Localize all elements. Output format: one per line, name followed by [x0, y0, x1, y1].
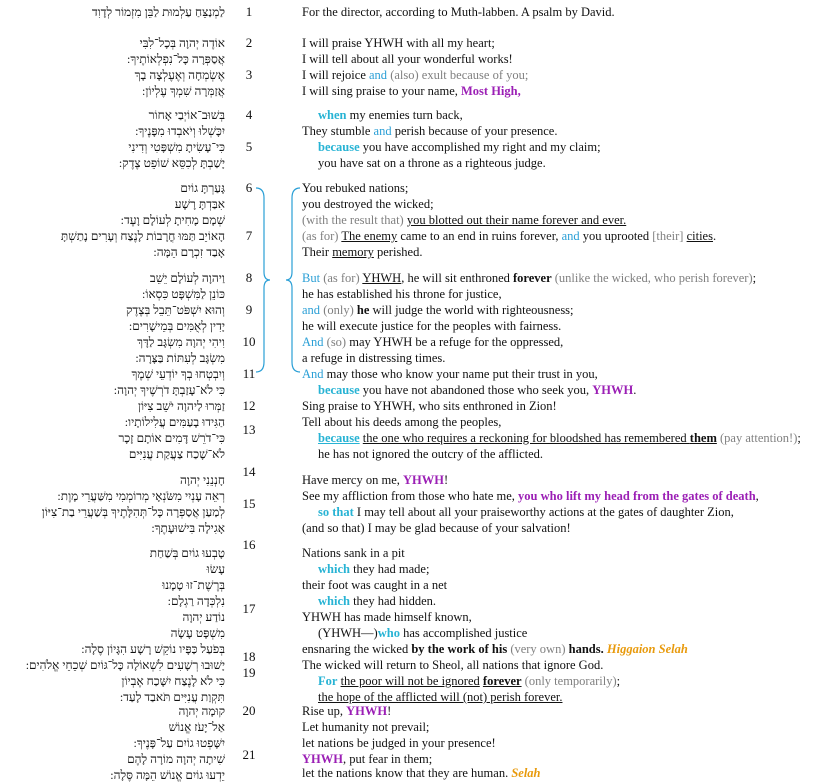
english-line-40: the hope of the afflicted will (not) perish forever.	[318, 690, 563, 704]
english-line-42: Let humanity not prevail;	[302, 720, 430, 734]
hebrew-line: בְּשׁוּב־אוֹיְבַי אָחוֹר	[148, 108, 225, 122]
hebrew-line: יֵדְעוּ גוֹיִם אֱנוֹשׁ הֵמָּה סֶּלָה:	[110, 768, 225, 782]
english-line-15: But (as for) YHWH, he will sit enthroned forever (unlike the wicked, who perish forever);	[302, 271, 757, 285]
hebrew-line: אֲסַפְּרָה כָּל־נִפְלְאוֹתֶיךָ:	[127, 52, 225, 66]
hebrew-line: נוֹדַע יְהוָה	[182, 610, 225, 624]
hebrew-line: עָשׂוּ	[206, 562, 225, 576]
verse-number: 6	[245, 180, 253, 195]
english-line-31: Nations sank in a pit	[302, 546, 405, 560]
english-line-14: Their memory perished.	[302, 245, 423, 259]
english-line-45	[302, 765, 541, 781]
hebrew-line: מִשְׁפָּט עָשָׂה	[170, 626, 225, 640]
verse-number: 1	[245, 4, 253, 19]
english-line-37: ensnaring the wicked by the work of his (very own) hands. Higgaion Selah	[302, 642, 688, 656]
hebrew-line: תִּקְוַת עֲנִיִּים תֹּאבַד לָעַד:	[119, 690, 225, 704]
hebrew-line: הָאוֹיֵב תַּמּוּ חֳרָבוֹת לָנֶצַח וְעָרִים נָתַשְׁתָּ	[60, 229, 225, 243]
english-line-10: You rebuked nations;	[302, 181, 409, 195]
english-line-36: (YHWH—)who has accomplished justice	[318, 626, 528, 640]
hebrew-line: בְּפֹעַל כַּפָּיו נוֹקֵשׁ רָשָׁע הִגָּיוֹן סֶלָה:	[81, 642, 225, 656]
english-line-1: For the director, according to Muth-labben. A psalm by David.	[302, 5, 615, 19]
english-line-22: because you have not abandoned those who seek you, YHWH.	[318, 383, 637, 397]
english-line-11: you destroyed the wicked;	[302, 197, 434, 211]
selah-label: Selah	[511, 766, 541, 780]
hebrew-line: נִלְכְּדָה רַגְלָם:	[167, 594, 225, 608]
english-line-17: and (only) he will judge the world with righteousness;	[302, 303, 574, 317]
english-line-19: And (so) may YHWH be a refuge for the oppressed,	[302, 335, 564, 349]
verse-number: 10	[242, 334, 256, 349]
english-line-18: he will execute justice for the peoples with fairness.	[302, 319, 562, 333]
hebrew-line: בְּרֶשֶׁת־זוּ טָמָנוּ	[162, 578, 225, 592]
hebrew-line: כִּי לֹא־עָזַבְתָּ דֹרְשֶׁיךָ יְהוָה:	[113, 383, 225, 397]
english-line-29: so that I may tell about all your praiseworthy actions at the gates of daughter Zion,	[318, 505, 734, 519]
hebrew-line: יָדִין לְאֻמִּים בְּמֵישָׁרִים:	[128, 319, 225, 333]
english-line-28: See my affliction from those who hate me, you who lift my head from the gates of death,	[302, 489, 759, 503]
hebrew-line: כִּי־דֹרֵשׁ דָּמִים אוֹתָם זָכָר	[118, 431, 225, 445]
verse-number: 8	[245, 270, 253, 285]
english-line-39: For the poor will not be ignored forever (only temporarily);	[318, 674, 621, 688]
verse-number: 18	[242, 649, 256, 664]
hebrew-line: אֲזַמְּרָה שִׁמְךָ עֶלְיוֹן:	[142, 84, 225, 98]
english-line-35: YHWH has made himself known,	[302, 610, 472, 624]
english-text: let the nations know that they are human.	[302, 766, 512, 780]
english-line-7: They stumble and perish because of your presence.	[302, 124, 558, 138]
english-line-9: you have sat on a throne as a righteous judge.	[318, 156, 546, 170]
hebrew-line: אוֹדֶה יְהוָה בְּכָל־לִבִּי	[139, 36, 225, 50]
english-line-3: I will tell about all your wonderful works!	[302, 52, 513, 66]
hebrew-line: וִיהִי יְהוָה מִשְׂגָּב לַדָּךְ	[137, 335, 225, 349]
english-line-6: when my enemies turn back,	[318, 108, 463, 122]
english-line-23: Sing praise to YHWH, who sits enthroned in Zion!	[302, 399, 557, 413]
english-line-30: (and so that) I may be glad because of your salvation!	[302, 521, 571, 535]
hebrew-line: וַיהוָה לְעוֹלָם יֵשֵׁב	[149, 271, 225, 285]
english-line-27: Have mercy on me, YHWH!	[302, 473, 449, 487]
verse-number: 21	[242, 747, 256, 762]
hebrew-line: לַמְנַצֵּחַ עַלְמוּת לַבֵּן מִזְמוֹר לְדָוִד	[91, 5, 225, 19]
english-line-34: which they had hidden.	[318, 594, 437, 608]
hebrew-line: כִּי לֹא לָנֶצַח יִשָּׁכַח אֶבְיוֹן	[121, 674, 225, 688]
english-line-8: because you have accomplished my right and my claim;	[318, 140, 601, 154]
verse-number: 5	[245, 139, 253, 154]
english-line-21: And may those who know your name put their trust in you,	[302, 367, 598, 381]
hebrew-line: הַגִּידוּ בָעַמִּים עֲלִילוֹתָיו:	[124, 415, 225, 429]
verse-number: 12	[242, 398, 256, 413]
verse-number: 4	[245, 107, 253, 122]
verse-number: 9	[245, 302, 253, 317]
verse-number: 19	[242, 665, 256, 680]
english-line-38: The wicked will return to Sheol, all nations that ignore God.	[302, 658, 604, 672]
english-bracket	[282, 184, 302, 376]
hebrew-line: יִכָּשְׁלוּ וְיֹאבְדוּ מִפָּנֶיךָ:	[135, 124, 225, 138]
english-line-13: (as for) The enemy came to an end in ruins forever, and you uprooted [their] cities.	[302, 229, 717, 243]
hebrew-line: וְהוּא יִשְׁפֹּט־תֵּבֵל בְּצֶדֶק	[126, 303, 225, 317]
english-line-44: YHWH, put fear in them;	[302, 752, 433, 766]
hebrew-line: שִׁיתָה יְהוָה מוֹרָה לָהֶם	[127, 752, 225, 766]
hebrew-line: יָשַׁבְתָּ לְכִסֵּא שׁוֹפֵט צֶדֶק:	[118, 156, 225, 170]
english-line-33: their foot was caught in a net	[302, 578, 448, 592]
english-line-32: which they had made;	[318, 562, 430, 576]
hebrew-line: גָּעַרְתָּ גוֹיִם	[180, 181, 225, 195]
hebrew-line: אִבַּדְתָּ רָשָׁע	[174, 197, 225, 211]
hebrew-line: וְיִבְטְחוּ בְךָ יוֹדְעֵי שְׁמֶךָ	[131, 367, 225, 381]
english-line-12: (with the result that) you blotted out their name forever and ever.	[302, 213, 627, 227]
english-line-43: let nations be judged in your presence!	[302, 736, 496, 750]
hebrew-line: יִשָּׁפְטוּ גוֹיִם עַל־פָּנֶיךָ:	[133, 736, 225, 750]
hebrew-line: אַל־יָעֹז אֱנוֹשׁ	[168, 720, 225, 734]
hebrew-line: אֶשְׂמְחָה וְאֶעֶלְצָה בָךְ	[134, 68, 225, 82]
english-line-16: he has established his throne for justice,	[302, 287, 502, 301]
english-line-41: Rise up, YHWH!	[302, 704, 392, 718]
hebrew-line: לְמַעַן אֲסַפְּרָה כָּל־תְּהִלָּתֶיךָ בְּשַׁעֲרֵי בַת־צִיּוֹן	[41, 505, 225, 519]
verse-number: 17	[242, 601, 256, 616]
english-line-4: I will rejoice and (also) exult because of you;	[302, 68, 529, 82]
english-line-20: a refuge in distressing times.	[302, 351, 446, 365]
hebrew-line: כּוֹנֵן לַמִּשְׁפָּט כִּסְאוֹ:	[142, 287, 225, 301]
hebrew-line: זַמְּרוּ לַיהוָה יֹשֵׁב צִיּוֹן	[137, 399, 225, 413]
english-line-24: Tell about his deeds among the peoples,	[302, 415, 502, 429]
verse-number: 16	[242, 537, 256, 552]
english-line-2: I will praise YHWH with all my heart;	[302, 36, 495, 50]
english-line-5: I will sing praise to your name, Most High,	[302, 84, 521, 98]
hebrew-line: מִשְׂגָּב לְעִתּוֹת בַּצָּרָה:	[135, 351, 225, 365]
hebrew-line: חָנְנֵנִי יְהוָה	[180, 473, 225, 487]
hebrew-line: אָבַד זִכְרָם הֵמָּה:	[153, 245, 225, 259]
verse-number: 3	[245, 67, 253, 82]
hebrew-line: קוּמָה יְהוָה	[178, 704, 225, 718]
verse-number: 2	[245, 35, 253, 50]
hebrew-line: שְׁמָם מָחִיתָ לְעוֹלָם וָעֶד:	[120, 213, 225, 227]
hebrew-line: לֹא־שָׁכַח צַעֲקַת עֲנִיִּים	[128, 447, 225, 461]
hebrew-line: רְאֵה עָנְיִי מִשֹּׂנְאָי מְרוֹמְמִי מִשַּׁעֲרֵי מָוֶת:	[57, 489, 225, 503]
hebrew-line: כִּי־עָשִׂיתָ מִשְׁפָּטִי וְדִינִי	[128, 140, 225, 154]
english-line-26: he has not ignored the outcry of the afflicted.	[318, 447, 544, 461]
verse-number: 11	[242, 366, 256, 381]
hebrew-line: יָשׁוּבוּ רְשָׁעִים לִשְׁאוֹלָה כָּל־גּוֹיִם שְׁכֵחֵי אֱלֹהִים:	[25, 658, 225, 672]
verse-number: 14	[242, 464, 256, 479]
english-line-25: because the one who requires a reckoning for bloodshed has remembered them (pay attention!);	[318, 431, 801, 445]
verse-number: 7	[245, 228, 253, 243]
hebrew-line: אָגִילָה בִּישׁוּעָתֶךָ:	[151, 521, 225, 535]
verse-number: 20	[242, 703, 256, 718]
verse-number: 13	[242, 422, 256, 437]
hebrew-line: טָבְעוּ גוֹיִם בְּשַׁחַת	[149, 546, 225, 560]
verse-number: 15	[242, 496, 256, 511]
